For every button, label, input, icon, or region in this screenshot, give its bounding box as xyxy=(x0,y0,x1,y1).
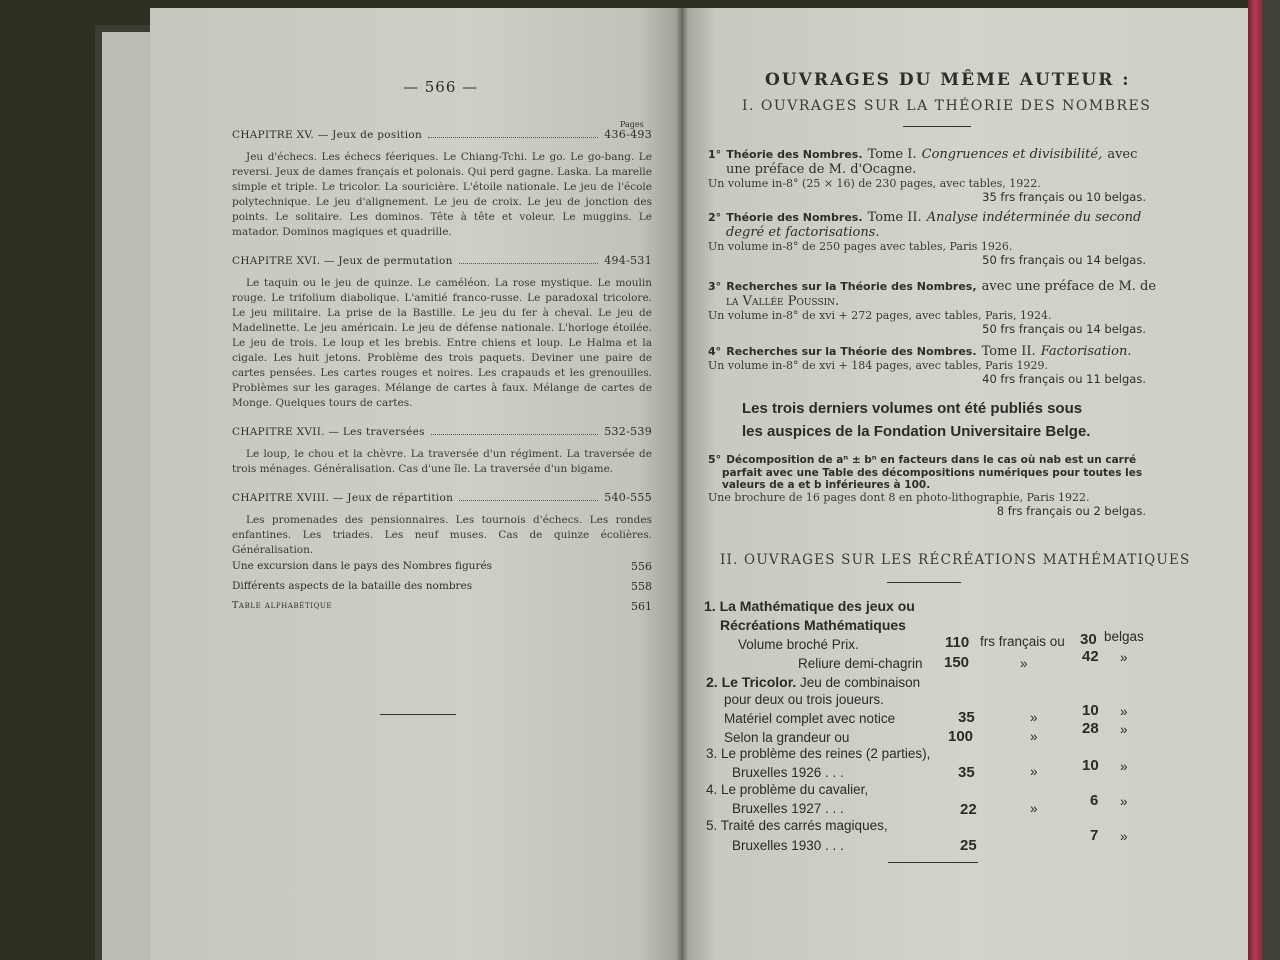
chapter-title: CHAPITRE XVII. — Les traversées xyxy=(232,426,425,438)
work-details: Un volume in-8° de xvi + 272 pages, avec tables, Paris, 1924. xyxy=(708,309,1052,322)
work-number: 5° xyxy=(708,453,722,466)
rec-title-row xyxy=(706,674,920,690)
ditto-mark: » xyxy=(1120,704,1128,719)
rec-line: Selon la grandeur ou xyxy=(724,730,850,745)
toc-entry xyxy=(232,600,652,620)
ditto-mark: » xyxy=(1030,764,1038,779)
ditto-mark: » xyxy=(1030,729,1038,744)
chapter-pages: 532-539 xyxy=(604,425,652,438)
entry-title: Une excursion dans le pays des Nombres figurés xyxy=(232,560,493,572)
notice-line: les auspices de la Fondation Universitaire Belge. xyxy=(742,423,1091,440)
page-number: — 566 — xyxy=(403,78,479,96)
work-line2: la Vallée Poussin. xyxy=(726,294,840,309)
rec-line: Reliure demi-chagrin xyxy=(798,656,923,671)
rec-title: 2. Le Tricolor. xyxy=(706,674,797,690)
rec-belgas: 30 xyxy=(1080,631,1097,648)
chapter-pages: 540-555 xyxy=(604,491,652,504)
table-of-contents xyxy=(232,128,652,620)
work-details: Un volume in-8° de 250 pages avec tables, Paris 1926. xyxy=(708,240,1013,253)
works-heading: OUVRAGES DU MÊME AUTEUR : xyxy=(765,70,1131,90)
work-details: Un volume in-8° (25 × 16) de 230 pages, avec tables, 1922. xyxy=(708,177,1041,190)
ditto-mark: » xyxy=(1120,650,1128,665)
work-details: Un volume in-8° de xvi + 184 pages, avec tables, Paris 1929. xyxy=(708,359,1049,372)
work-price: 50 frs français ou 14 belgas. xyxy=(982,253,1146,267)
chapter-description: Le taquin ou le jeu de quinze. Le caméléon. La rose mystique. Le moulin rouge. Le trifolium diabolique. L'amitié franco-russe. Le paradoxal tricolore. Le jeu militaire. La prise de la Bastille. Le jeu du fer à cheval. Le jeu de Madelinette. Le jeu américain. Le jeu de défense nationale. L'horloge étoilée. Le jeu de trois. Le loup et les brebis. Entre chiens et loup. Le Halma et la cigale. Les huit jetons. Problème des trois paquets. Deviner une paire de cartes pensées. Les cartes rouges et noires. Les crapauds et les grenouilles. Problèmes sur les garages. Mélange de cartes à faux. Mélange de cartes de Monge. Quelques tours de cartes. xyxy=(232,277,652,409)
chapter-entry xyxy=(232,491,652,509)
entry-title: Différents aspects de la bataille des nombres xyxy=(232,580,473,592)
end-rule xyxy=(888,862,978,863)
rec-belgas: 42 xyxy=(1082,648,1099,665)
section-heading-recreations: II. OUVRAGES SUR LES RÉCRÉATIONS MATHÉMATIQUES xyxy=(720,552,1191,568)
rec-belgas: 28 xyxy=(1082,720,1099,737)
rec-price: 150 xyxy=(944,654,970,671)
work-number: 2° xyxy=(708,211,722,224)
leader-dots xyxy=(428,137,598,138)
leader-dots xyxy=(459,500,598,501)
rec-title: Récréations Mathématiques xyxy=(720,617,906,633)
chapter-entry xyxy=(232,254,652,272)
chapter-pages: 494-531 xyxy=(604,254,652,267)
pages-column-header: Pages xyxy=(620,120,644,129)
work-label: Théorie des Nombres. xyxy=(726,211,863,224)
rec-line: Bruxelles 1927 . . . xyxy=(732,801,844,816)
work-number: 3° xyxy=(708,280,722,293)
entry-title: Table alphabétique xyxy=(232,600,333,611)
leader-dots xyxy=(431,434,598,435)
toc-entry xyxy=(232,560,652,580)
work-label: Recherches sur la Théorie des Nombres, xyxy=(726,280,977,293)
work-line2: une préface de M. d'Ocagne. xyxy=(726,162,917,177)
rec-price: 110 xyxy=(945,634,970,651)
ditto-mark: » xyxy=(1120,829,1128,844)
rec-currency: frs français ou xyxy=(980,634,1065,649)
rec-title: 1. La Mathématique des jeux ou xyxy=(704,598,915,614)
entry-pages: 556 xyxy=(631,560,652,573)
rec-line: 5. Traité des carrés magiques, xyxy=(706,818,888,833)
rec-line: 3. Le problème des reines (2 parties), xyxy=(706,746,931,761)
work-price: 35 frs français ou 10 belgas. xyxy=(982,190,1146,204)
work-label: Recherches sur la Théorie des Nombres. xyxy=(726,345,977,358)
work-details: Une brochure de 16 pages dont 8 en photo-lithographie, Paris 1922. xyxy=(708,491,1090,504)
book-gutter xyxy=(676,8,688,960)
ditto-mark: » xyxy=(1120,794,1128,809)
work-number: 4° xyxy=(708,345,722,358)
rec-belgas: 10 xyxy=(1082,757,1099,774)
ditto-mark: » xyxy=(1120,759,1128,774)
rec-line: Volume broché Prix. xyxy=(738,637,859,652)
work-price: 40 frs français ou 11 belgas. xyxy=(982,372,1146,386)
dark-background-edge xyxy=(1262,0,1280,960)
work-price: 50 frs français ou 14 belgas. xyxy=(982,322,1146,336)
notice-line: Les trois derniers volumes ont été publiés sous xyxy=(742,400,1083,417)
rec-belgas: 7 xyxy=(1090,827,1099,844)
chapter-title: CHAPITRE XV. — Jeux de position xyxy=(232,129,423,141)
work-subtitle: Factorisation. xyxy=(1040,344,1132,359)
work-title-line: parfait avec une Table des décompositions numériques pour toutes les xyxy=(722,467,1143,479)
ditto-mark: » xyxy=(1030,801,1038,816)
chapter-title: CHAPITRE XVI. — Jeux de permutation xyxy=(232,255,453,267)
rec-price: 22 xyxy=(960,801,977,818)
ditto-mark: » xyxy=(1020,656,1028,671)
rec-line: Bruxelles 1926 . . . xyxy=(732,765,844,780)
rec-price: 35 xyxy=(958,764,975,781)
work-title-line: Décomposition de aⁿ ± bⁿ en facteurs dans le cas où nab est un carré xyxy=(726,454,1137,466)
work-after: avec xyxy=(1107,147,1138,162)
recreations-list xyxy=(704,0,1157,960)
rec-line: pour deux ou trois joueurs. xyxy=(724,692,884,707)
chapter-entry xyxy=(232,128,652,146)
work-line2: degré et factorisations. xyxy=(726,225,880,240)
work-title-line: valeurs de a et b inférieures à 100. xyxy=(722,479,931,491)
leader-dots xyxy=(459,263,599,264)
rec-line: Matériel complet avec notice xyxy=(724,711,896,726)
work-subtitle: Analyse indéterminée du second xyxy=(926,210,1142,225)
entry-pages: 561 xyxy=(631,600,652,613)
chapter-description: Jeu d'échecs. Les échecs féeriques. Le Chiang-Tchi. Le go. Le go-bang. Le reversi. Jeux de dames français et polonais. Qui perd gagne. Laska. La marelle simple et triple. Le tricolor. La souricière. L'étoile nationale. Le jeu de l'école polytechnique. Le jeu d'alignement. Le jeu de croix. Le jeu de jonction des points. Le solitaire. Les dominos. Tête à tête et voleur. Le muggins. Le matador. Dominos magiques et quadrille. xyxy=(232,151,652,238)
rec-price: 35 xyxy=(958,709,975,726)
rec-belgas: 6 xyxy=(1090,792,1099,809)
work-label: Théorie des Nombres. xyxy=(726,148,863,161)
rec-price: 100 xyxy=(948,728,974,745)
chapter-title: CHAPITRE XVIII. — Jeux de répartition xyxy=(232,492,454,504)
rec-currency: belgas xyxy=(1104,629,1144,644)
chapter-pages: 436-493 xyxy=(604,128,652,141)
work-title: Tome I. xyxy=(867,147,917,162)
toc-entry xyxy=(232,580,652,600)
ditto-mark: » xyxy=(1120,722,1128,737)
rec-price: 25 xyxy=(960,837,977,854)
work-title: Tome II. xyxy=(981,344,1036,359)
entry-pages: 558 xyxy=(631,580,652,593)
red-cover-edge xyxy=(1248,0,1262,960)
work-subtitle: Congruences et divisibilité, xyxy=(921,147,1103,162)
chapter-description: Le loup, le chou et la chèvre. La traversée d'un régiment. La traversée de trois ménages. Généralisation. Cas d'une île. La traversée d'un bigame. xyxy=(232,448,652,475)
rec-line: Bruxelles 1930 . . . xyxy=(732,838,844,853)
end-rule xyxy=(380,714,456,715)
work-after: avec une préface de M. de xyxy=(981,279,1157,294)
section-heading-number-theory: I. OUVRAGES SUR LA THÉORIE DES NOMBRES xyxy=(742,98,1152,114)
ditto-mark: » xyxy=(1030,710,1038,725)
chapter-description: Les promenades des pensionnaires. Les tournois d'échecs. Les rondes enfantines. Les triades. Les neuf muses. Cas de quinze écolières. Généralisation. xyxy=(232,514,652,556)
rec-line: 4. Le problème du cavalier, xyxy=(706,782,869,797)
rec-title-rest: Jeu de combinaison xyxy=(800,675,921,690)
work-price: 8 frs français ou 2 belgas. xyxy=(996,504,1146,518)
work-number: 1° xyxy=(708,148,722,161)
chapter-entry xyxy=(232,425,652,443)
rec-belgas: 10 xyxy=(1082,702,1099,719)
work-title: Tome II. xyxy=(867,210,922,225)
